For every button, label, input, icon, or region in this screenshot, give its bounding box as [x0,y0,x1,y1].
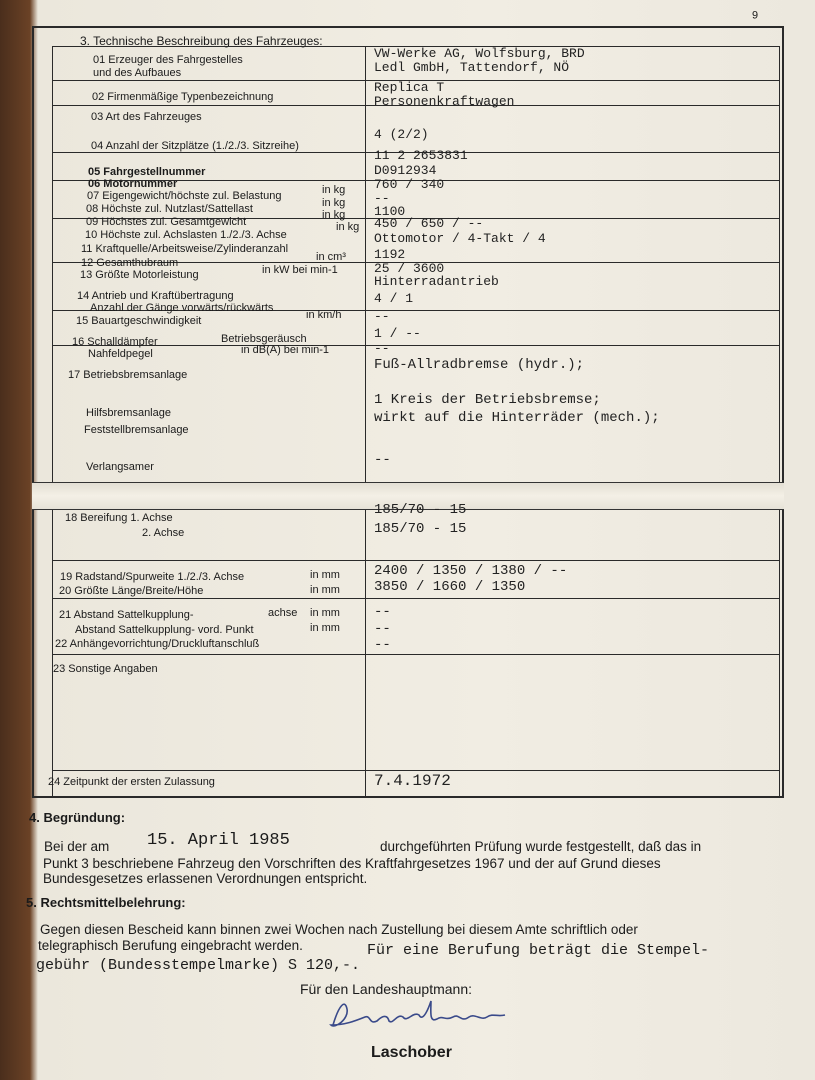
unit-10: in kg [336,221,360,233]
signature-for: Für den Landeshauptmann: [300,981,473,997]
section-5-line3: gebühr (Bundesstempelmarke) S 120,-. [36,957,361,974]
value-17-hilfs-a: 1 Kreis der Betriebsbremse; [374,392,601,408]
value-13: 25 / 3600 [374,261,445,276]
value-17-verl: -- [374,452,391,468]
unit-07: in kg [322,184,346,196]
signature-name: Laschober [371,1044,452,1061]
section-4-line2: Punkt 3 beschriebene Fahrzeug den Vorschriften des Kraftfahrgesetzes 1967 und der auf Grund dieses [43,856,661,871]
section-3-title: 3. Technische Beschreibung des Fahrzeuges: [80,34,323,48]
section-4-line1a: Bei der am [44,839,110,854]
value-15: -- [374,309,390,324]
row-divider [52,598,780,599]
label-17-fest: Feststellbremsanlage [84,424,189,436]
value-12: 1192 [374,247,406,262]
label-21a2: achse [268,607,298,619]
unit-19: in mm [310,569,340,581]
label-23: 23 Sonstige Angaben [53,663,158,675]
value-14a: Hinterradantrieb [374,274,499,289]
label-03: 03 Art des Fahrzeuges [91,111,202,123]
label-16a: 16 Schalldämpfer [72,336,158,348]
value-21a: -- [374,604,391,620]
value-01b: Ledl GmbH, Tattendorf, NÖ [374,60,570,75]
label-20: 20 Größte Länge/Breite/Höhe [59,585,204,597]
label-16a2: Betriebsgeräusch [221,333,307,345]
value-17-hilfs-b: wirkt auf die Hinterräder (mech.); [374,410,660,426]
label-05: 05 Fahrgestellnummer [88,166,206,178]
section-5-line2a: telegraphisch Berufung eingebracht werden. [38,938,303,953]
value-06: D0912934 [374,163,437,178]
label-17-verl: Verlangsamer [86,461,154,473]
unit-21b: in mm [310,622,340,634]
label-21a: 21 Abstand Sattelkupplung- [59,609,194,621]
value-18b: 185/70 - 15 [374,521,467,537]
label-14b: Anzahl der Gänge vorwärts/rückwärts [90,302,274,314]
unit-20: in mm [310,584,340,596]
label-01b: und des Aufbaues [93,67,182,79]
value-16b: -- [374,341,390,356]
column-divider [365,46,366,796]
value-24: 7.4.1972 [374,772,451,790]
section-5-line1: Gegen diesen Bescheid kann binnen zwei Wochen nach Zustellung bei diesem Amte schriftlich oder [40,922,638,937]
value-10: 450 / 650 / -- [374,216,484,231]
label-21b: Abstand Sattelkupplung- vord. Punkt [75,624,254,636]
label-24: 24 Zeitpunkt der ersten Zulassung [48,776,215,788]
value-20: 3850 / 1660 / 1350 [374,579,526,595]
label-17: 17 Betriebsbremsanlage [68,369,188,381]
label-01a: 01 Erzeuger des Fahrgestelles [93,54,243,66]
value-14b: 4 / 1 [374,291,414,306]
row-divider [52,770,780,771]
value-03: Personenkraftwagen [374,94,515,109]
label-08: 08 Höchste zul. Nutzlast/Sattellast [86,203,253,215]
page-number: 6 [752,8,759,20]
row-divider [52,560,780,561]
value-02: Replica T [374,80,445,95]
label-04: 04 Anzahl der Sitzplätze (1./2./3. Sitzreihe) [91,140,299,152]
section-5-heading: 5. Rechtsmittelbelehrung: [26,895,186,910]
label-18a: 18 Bereifung 1. Achse [65,512,173,524]
label-16b: Nahfeldpegel [88,348,153,360]
value-08: -- [374,191,390,206]
value-07: 760 / 340 [374,177,445,192]
label-13: 13 Größte Motorleistung [80,269,199,281]
value-21b: -- [374,621,391,637]
label-14a: 14 Antrieb und Kraftübertragung [77,290,234,302]
unit-16: in dB(A) bei min-1 [241,344,330,356]
value-19: 2400 / 1350 / 1380 / -- [374,563,568,579]
value-01a: VW-Werke AG, Wolfsburg, BRD [374,46,585,61]
unit-13: in kW bei min-1 [262,264,338,276]
section-5-line2b: Für eine Berufung beträgt die Stempel- [367,942,710,959]
section-4-line3: Bundesgesetzes erlassenen Verordnungen entspricht. [43,871,368,886]
unit-08: in kg [322,197,346,209]
value-18a: 185/70 - 15 [374,502,467,518]
value-04: 4 (2/2) [374,127,429,142]
label-18b: 2. Achse [142,527,185,539]
row-divider [52,654,780,655]
value-05: 11 2 2653831 [374,148,468,163]
section-4-line1b: durchgeführten Prüfung wurde festgestellt, daß das in [380,839,702,854]
value-22: -- [374,637,391,653]
row-divider [52,345,780,346]
section-4-date: 15. April 1985 [147,831,290,850]
label-17-hilfs: Hilfsbremsanlage [86,407,171,419]
label-02: 02 Firmenmäßige Typenbezeichnung [92,91,274,103]
unit-15: in km/h [306,309,342,321]
label-15: 15 Bauartgeschwindigkeit [76,315,202,327]
unit-21a: in mm [310,607,340,619]
value-17: Fuß-Allradbremse (hydr.); [374,357,585,373]
label-12: 12 Gesamthubraum [81,257,179,269]
value-16a: 1 / -- [374,326,421,341]
label-09: 09 Höchstes zul. Gesamtgewicht [86,216,247,228]
label-19: 19 Radstand/Spurweite 1./2./3. Achse [60,571,245,583]
handwritten-signature [325,995,510,1035]
section-4-heading: 4. Begründung: [29,810,126,825]
value-11: Ottomotor / 4-Takt / 4 [374,231,546,246]
label-10: 10 Höchste zul. Achslasten 1./2./3. Achse [85,229,287,241]
label-07: 07 Eigengewicht/höchste zul. Belastung [87,190,282,202]
label-06: 06 Motornummer [88,178,178,190]
value-09: 1100 [374,204,406,219]
unit-12: in cm³ [316,251,346,263]
label-11: 11 Kraftquelle/Arbeitsweise/Zylinderanzahl [81,243,289,255]
label-22: 22 Anhängevorrichtung/Druckluftanschluß [55,638,260,650]
unit-09: in kg [322,209,346,221]
